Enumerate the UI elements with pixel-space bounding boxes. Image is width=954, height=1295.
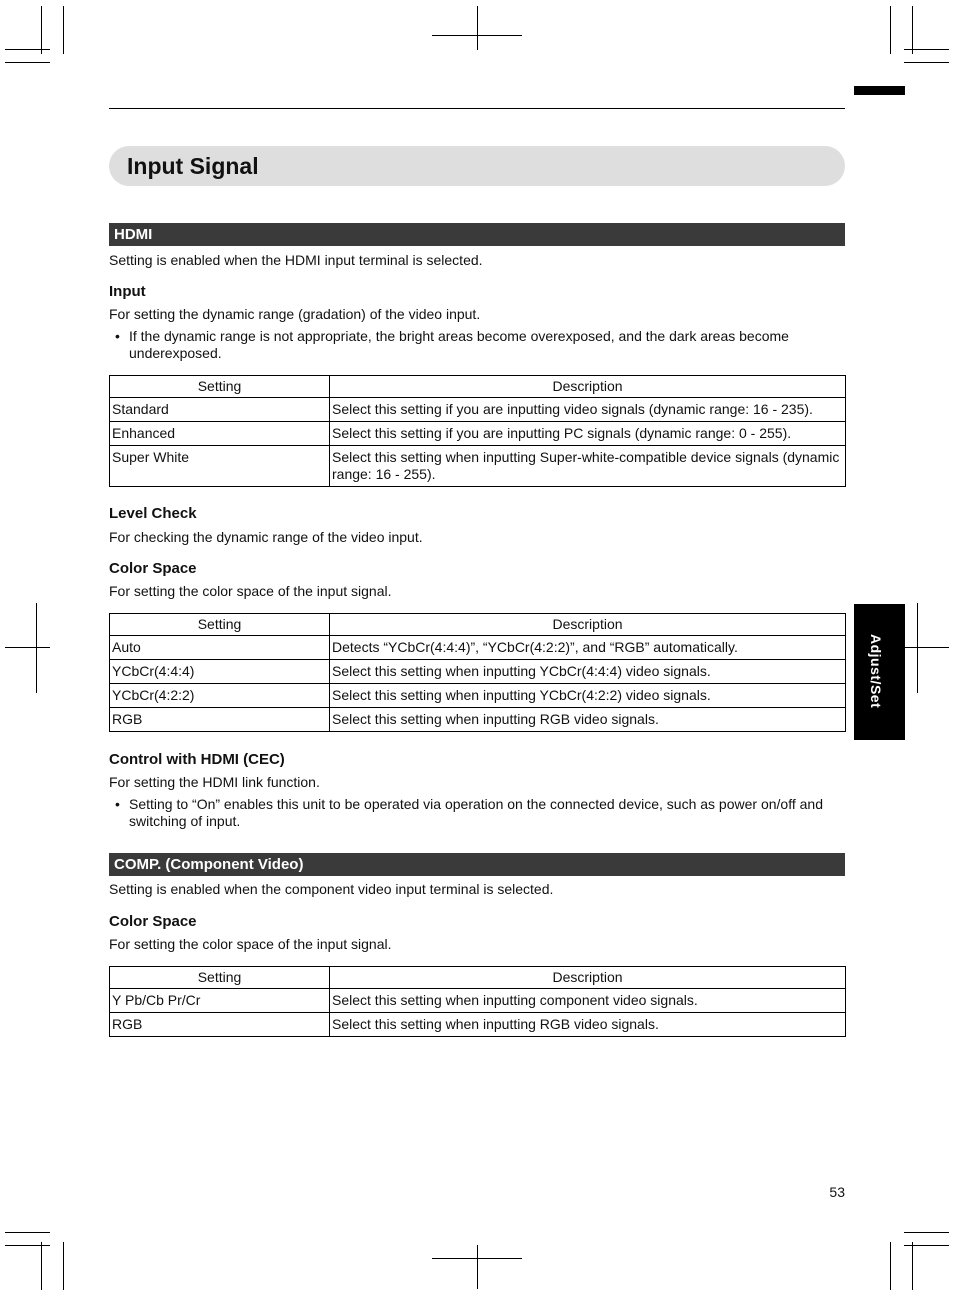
table-header-cell: Description: [330, 967, 846, 989]
table-header-row: [110, 376, 846, 398]
color-space-heading: Color Space: [109, 560, 197, 577]
comp-color-space-table: [109, 966, 846, 1037]
description-cell: Select this setting when inputting RGB video signals.: [330, 1013, 846, 1037]
page-title: Input Signal: [127, 153, 259, 179]
table-header-row: [110, 614, 846, 636]
setting-cell: Y Pb/Cb Pr/Cr: [110, 989, 330, 1013]
section-header-text: COMP. (Component Video): [114, 856, 304, 873]
table-row: [110, 398, 846, 422]
description-cell: Select this setting when inputting RGB video signals.: [330, 708, 846, 732]
table-row: [110, 1013, 846, 1037]
input-heading: Input: [109, 283, 146, 300]
setting-cell: YCbCr(4:2:2): [110, 684, 330, 708]
table-header-cell: Description: [330, 614, 846, 636]
description-cell: Select this setting when inputting YCbCr(4:4:4) video signals.: [330, 660, 846, 684]
setting-cell: Standard: [110, 398, 330, 422]
bullet-text: If the dynamic range is not appropriate, the bright areas become overexposed, and the dark areas become underexposed.: [129, 328, 789, 361]
input-table: [109, 375, 846, 487]
description-cell: Select this setting if you are inputting video signals (dynamic range: 16 - 235).: [330, 398, 846, 422]
table-header-cell: Setting: [110, 376, 330, 398]
description-cell: Detects “YCbCr(4:4:4)”, “YCbCr(4:2:2)”, and “RGB” automatically.: [330, 636, 846, 660]
input-desc: For setting the dynamic range (gradation) of the video input.: [109, 306, 481, 322]
corner-bar: [854, 86, 905, 95]
table-row: [110, 636, 846, 660]
description-cell: Select this setting when inputting component video signals.: [330, 989, 846, 1013]
section-header-hdmi: [109, 223, 845, 246]
table-row: [110, 708, 846, 732]
side-tab-label: Adjust/Set: [868, 634, 884, 709]
table-row: [110, 446, 846, 487]
color-space-table: [109, 613, 846, 732]
section-header-comp: [109, 853, 845, 876]
setting-cell: Enhanced: [110, 422, 330, 446]
setting-cell: Auto: [110, 636, 330, 660]
side-tab: [854, 604, 905, 740]
table-header-cell: Setting: [110, 614, 330, 636]
bullet-text: Setting to “On” enables this unit to be operated via operation on the connected device, such as power on/off and switching of input.: [129, 796, 823, 829]
comp-intro: Setting is enabled when the component video input terminal is selected.: [109, 881, 554, 897]
bullet-dot: •: [115, 328, 120, 344]
setting-cell: RGB: [110, 1013, 330, 1037]
table-row: [110, 660, 846, 684]
header-rule: [109, 108, 845, 109]
hdmi-intro: Setting is enabled when the HDMI input terminal is selected.: [109, 252, 483, 268]
setting-cell: RGB: [110, 708, 330, 732]
page-number: 53: [829, 1184, 845, 1200]
comp-color-space-heading: Color Space: [109, 913, 197, 930]
table-header-cell: Setting: [110, 967, 330, 989]
table-row: [110, 684, 846, 708]
section-header-text: HDMI: [114, 226, 153, 243]
comp-color-space-desc: For setting the color space of the input signal.: [109, 936, 392, 952]
description-cell: Select this setting if you are inputting PC signals (dynamic range: 0 - 255).: [330, 422, 846, 446]
level-check-desc: For checking the dynamic range of the video input.: [109, 529, 423, 545]
cec-desc: For setting the HDMI link function.: [109, 774, 320, 790]
setting-cell: Super White: [110, 446, 330, 487]
setting-cell: YCbCr(4:4:4): [110, 660, 330, 684]
color-space-desc: For setting the color space of the input signal.: [109, 583, 392, 599]
table-header-row: [110, 967, 846, 989]
bullet-dot: •: [115, 796, 120, 812]
table-row: [110, 422, 846, 446]
level-check-heading: Level Check: [109, 505, 197, 522]
table-row: [110, 989, 846, 1013]
table-header-cell: Description: [330, 376, 846, 398]
cec-heading: Control with HDMI (CEC): [109, 751, 285, 768]
description-cell: Select this setting when inputting YCbCr(4:2:2) video signals.: [330, 684, 846, 708]
description-cell: Select this setting when inputting Super-white-compatible device signals (dynamic range: 16 - 255).: [330, 446, 846, 487]
